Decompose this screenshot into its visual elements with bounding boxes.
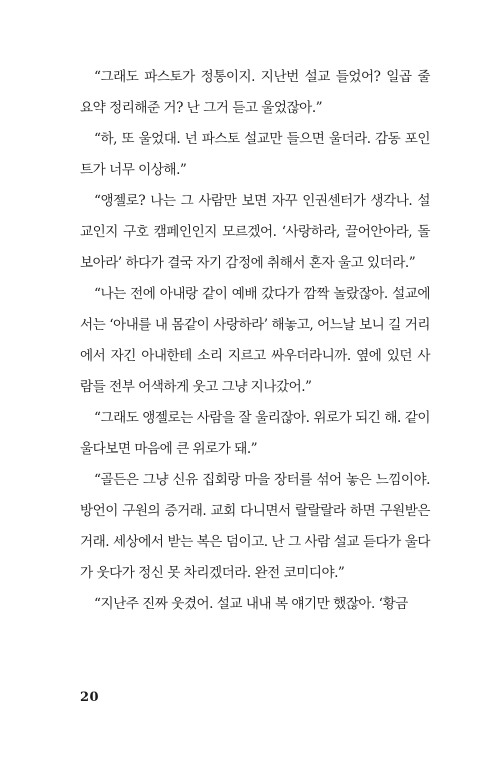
page-number: 20 bbox=[80, 690, 100, 705]
paragraph: “나는 전에 아내랑 같이 예배 갔다가 깜짝 놀랐잖아. 설교에서는 ‘아내를 내 몸같이 사랑하라’ 해놓고, 어느날 보니 길 거리에서 자긴 아내한테 소리 지르고 싸우더라니까. 옆에 있던 사람들 전부 어색하게 웃고 그냥 지나갔어.” bbox=[80, 286, 430, 395]
paragraph: “지난주 진짜 웃겼어. 설교 내내 복 얘기만 했잖아. ‘황금 bbox=[94, 596, 408, 612]
body-text bbox=[80, 62, 430, 620]
paragraph: “그래도 파스토가 정통이지. 지난번 설교 들었어? 일곱 줄 요약 정리해준 거? 난 그거 듣고 울었잖아.” bbox=[80, 69, 430, 116]
paragraph: “그래도 앵젤로는 사람을 잘 울리잖아. 위로가 되긴 해. 같이 울다보면 마음에 큰 위로가 돼.” bbox=[80, 410, 430, 457]
paragraph: “하, 또 울었대. 넌 파스토 설교만 들으면 울더라. 감동 포인트가 너무 이상해.” bbox=[80, 131, 430, 178]
paragraph: “골든은 그냥 신유 집회랑 마을 장터를 섞어 놓은 느낌이야. 방언이 구원의 증거래. 교회 다니면서 랄랄랄라 하면 구원받은 거래. 세상에서 받는 복은 덤이고. 난 그 사람 설교 듣다가 울다가 웃다가 정신 못 차리겠더라. 완전 코미디야.” bbox=[80, 472, 430, 581]
paragraph: “앵젤로? 나는 그 사람만 보면 자꾸 인권센터가 생각나. 설교인지 구호 캠페인인지 모르겠어. ‘사랑하라, 끌어안아라, 돌보아라’ 하다가 결국 자기 감정에 취해서 혼자 울고 있더라.” bbox=[80, 193, 430, 271]
